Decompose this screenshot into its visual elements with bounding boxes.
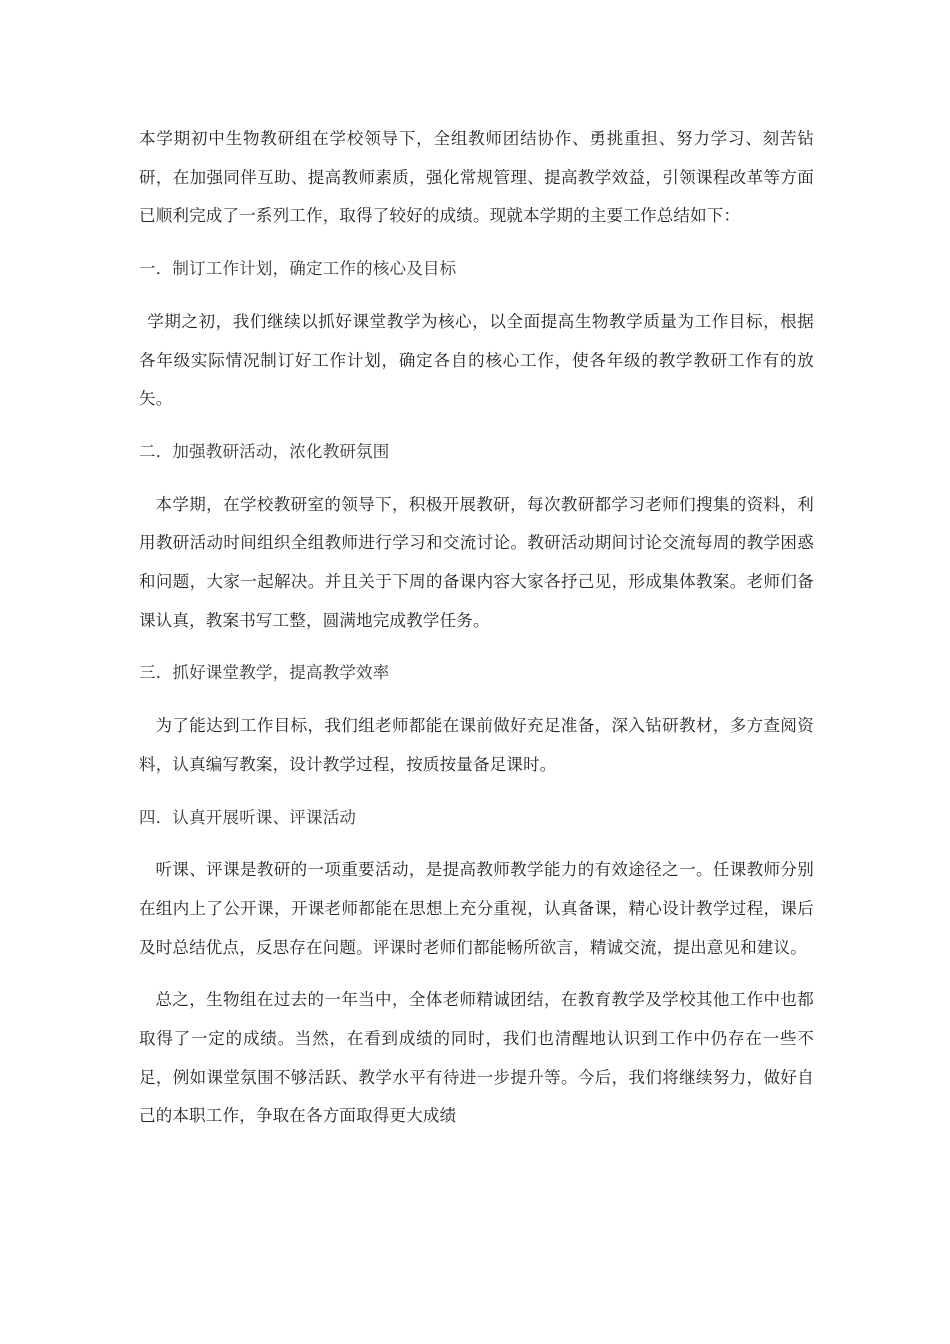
section-1-heading: 一．制订工作计划，确定工作的核心及目标 — [139, 259, 457, 279]
section-2-heading: 二．加强教研活动，浓化教研氛围 — [139, 441, 390, 461]
section-4-heading: 四．认真开展听课、评课活动 — [139, 807, 357, 827]
section-3-heading: 三．抓好课堂教学，提高教学效率 — [139, 663, 390, 683]
intro-paragraph: 本学期初中生物教研组在学校领导下，全组教师团结协作、勇挑重担、努力学习、刻苦钻研，在加强同伴互助、提高教师素质，强化常规管理、提高教学效益，引领课程改革等方面已顺利完成了一系列工作，取得了较好的成绩。现就本学期的主要工作总结如下： — [139, 129, 814, 226]
section-1-paragraph: 学期之初，我们继续以抓好课堂教学为核心，以全面提高生物教学质量为工作目标，根据各年级实际情况制订好工作计划，确定各自的核心工作，使各年级的教学教研工作有的放矢。 — [139, 311, 814, 409]
section-4-paragraph: 听课、评课是教研的一项重要活动，是提高教师教学能力的有效途径之一。任课教师分别在组内上了公开课，开课老师都能在思想上充分重视，认真备课，精心设计教学过程，课后及时总结优点，反思存在问题。评课时老师们都能畅所欲言，精诚交流，提出意见和建议。 — [139, 860, 814, 957]
section-2-paragraph: 本学期，在学校教研室的领导下，积极开展教研，每次教研都学习老师们搜集的资料，利用教研活动时间组织全组教师进行学习和交流讨论。教研活动期间讨论交流每周的教学困惑和问题，大家一起解决。并且关于下周的备课内容大家各抒己见，形成集体教案。老师们备课认真，教案书写工整，圆满地完成教学任务。 — [139, 494, 814, 630]
section-3-paragraph: 为了能达到工作目标，我们组老师都能在课前做好充足准备，深入钻研教材，多方查阅资料，认真编写教案，设计教学过程，按质按量备足课时。 — [139, 716, 814, 774]
document-body — [139, 120, 814, 1150]
conclusion-paragraph: 总之，生物组在过去的一年当中，全体老师精诚团结，在教育教学及学校其他工作中也都取得了一定的成绩。当然，在看到成绩的同时，我们也清醒地认识到工作中仍存在一些不足，例如课堂氛围不够活跃、教学水平有待进一步提升等。今后，我们将继续努力，做好自己的本职工作，争取在各方面取得更大成绩 — [139, 990, 814, 1126]
